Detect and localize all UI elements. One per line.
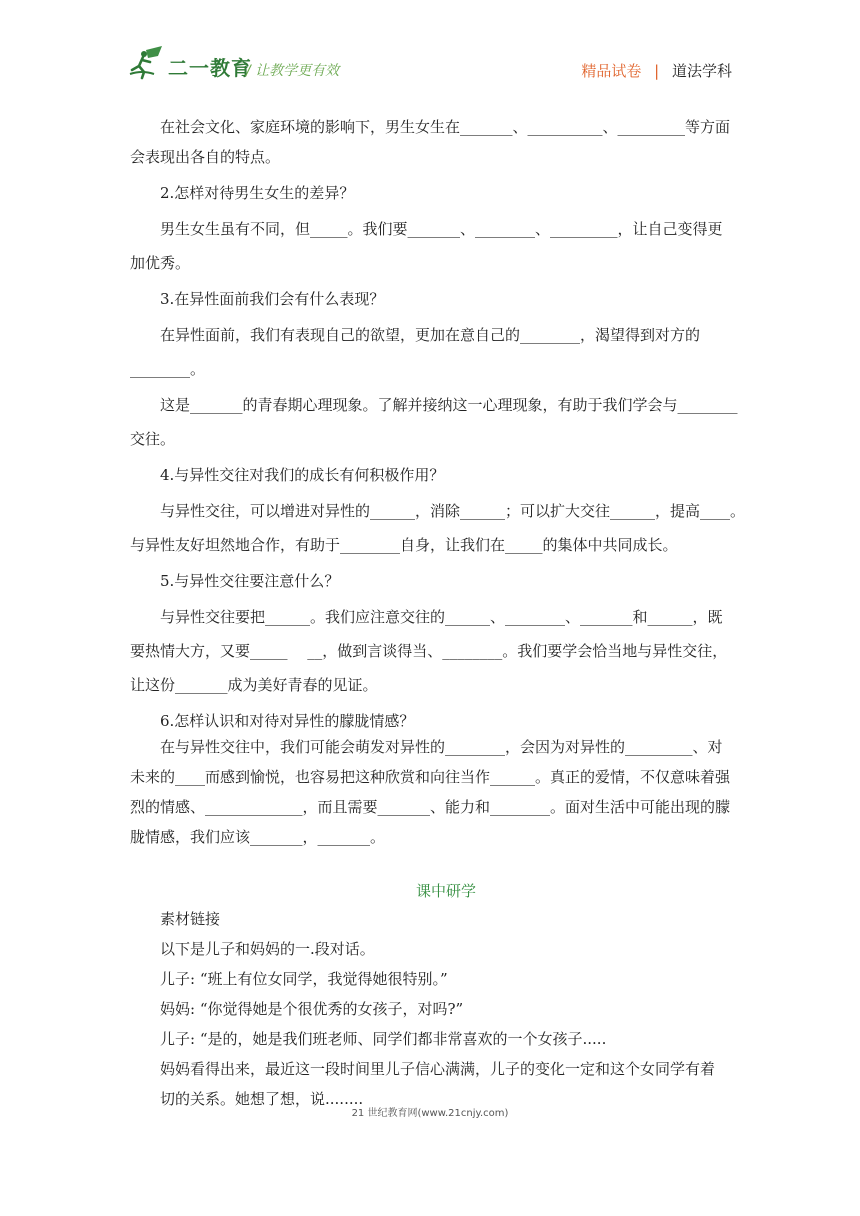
document-body [130,112,746,1114]
question-heading: 5.与异性交往要注意什么？ [160,572,340,590]
dialogue-line: 妈妈看得出来，最近这一段时间里儿子信心满满，儿子的变化一定和这个女同学有着 [160,1060,716,1078]
paragraph-line: ________。 [130,360,206,378]
running-person-flag-icon [128,44,168,80]
dialogue-line: 妈妈: “你觉得她是个很优秀的女孩子，对吗?” [160,1000,464,1018]
logo [128,44,252,84]
paragraph-line: 在社会文化、家庭环境的影响下，男生女生在_______、__________、_________等方面 [160,118,731,136]
paragraph-line: 让这份_______成为美好青春的见证。 [130,676,378,694]
paragraph-line: 加优秀。 [130,254,191,272]
paragraph-line: 这是_______的青春期心理现象。了解并接纳这一心理现象，有助于我们学会与________ [160,396,738,414]
question-heading: 4.与异性交往对我们的成长有何积极作用？ [160,466,445,484]
section-title: 课中研学 [415,882,476,900]
paragraph-line: 胧情感，我们应该_______，_______。 [130,828,386,846]
paragraph-line: 在异性面前，我们有表现自己的欲望，更加在意自己的________，渴望得到对方的 [160,326,701,344]
paragraph-line: 在与异性交往中，我们可能会萌发对异性的________，会因为对异性的_________、对 [160,738,723,756]
paragraph-line: 未来的____而感到愉悦，也容易把这种欣赏和向往当作______。真正的爱情，不仅意味着强 [130,768,731,786]
dialogue-line: 切的关系。她想了想，说........ [160,1090,364,1108]
material-label: 素材链接 [160,910,221,928]
subject-label: 道法学科 [671,62,732,80]
exam-label: 精品试卷 [581,62,642,80]
paragraph-line: 要热情大方，又要_____ __，做到言谈得当、________。我们要学会恰当地与异性交往， [130,642,728,660]
paragraph-line: 与异性交往要把______。我们应注意交往的______、________、_______和______，既 [160,608,723,626]
paragraph-line: 与异性交往，可以增进对异性的______，消除______；可以扩大交往______，提高____。 [160,502,746,520]
question-heading: 6.怎样认识和对待对异性的朦胧情感？ [160,712,415,730]
page-footer: 21 世纪教育网(www.21cnjy.com) [351,1108,509,1119]
paragraph-line: 男生女生虽有不同，但_____。我们要_______、________、_________，让自己变得更 [160,220,723,238]
paragraph-line: 会表现出各自的特点。 [130,148,281,166]
paragraph-line: 交往。 [130,430,176,448]
logo-text: 二一教育 [168,56,252,80]
header-separator: | [654,62,660,80]
question-heading: 2.怎样对待男生女生的差异？ [160,184,355,202]
dialogue-line: 儿子: “班上有位女同学，我觉得她很特别。” [160,970,448,988]
dialogue-line: 以下是儿子和妈妈的一.段对话。 [160,940,375,958]
dialogue-line: 儿子: “是的，她是我们班老师、同学们都非常喜欢的一个女孩子..... [160,1030,607,1048]
paragraph-line: 烈的情感、_____________，而且需要_______、能力和________。面对生活中可能出现的朦 [130,798,731,816]
page-header [0,0,860,100]
paragraph-line: 与异性友好坦然地合作，有助于________自身，让我们在_____的集体中共同成长。 [130,536,678,554]
question-heading: 3.在异性面前我们会有什么表现？ [160,290,385,308]
header-labels [581,60,732,81]
slogan: / 让教学更有效 [246,63,340,79]
